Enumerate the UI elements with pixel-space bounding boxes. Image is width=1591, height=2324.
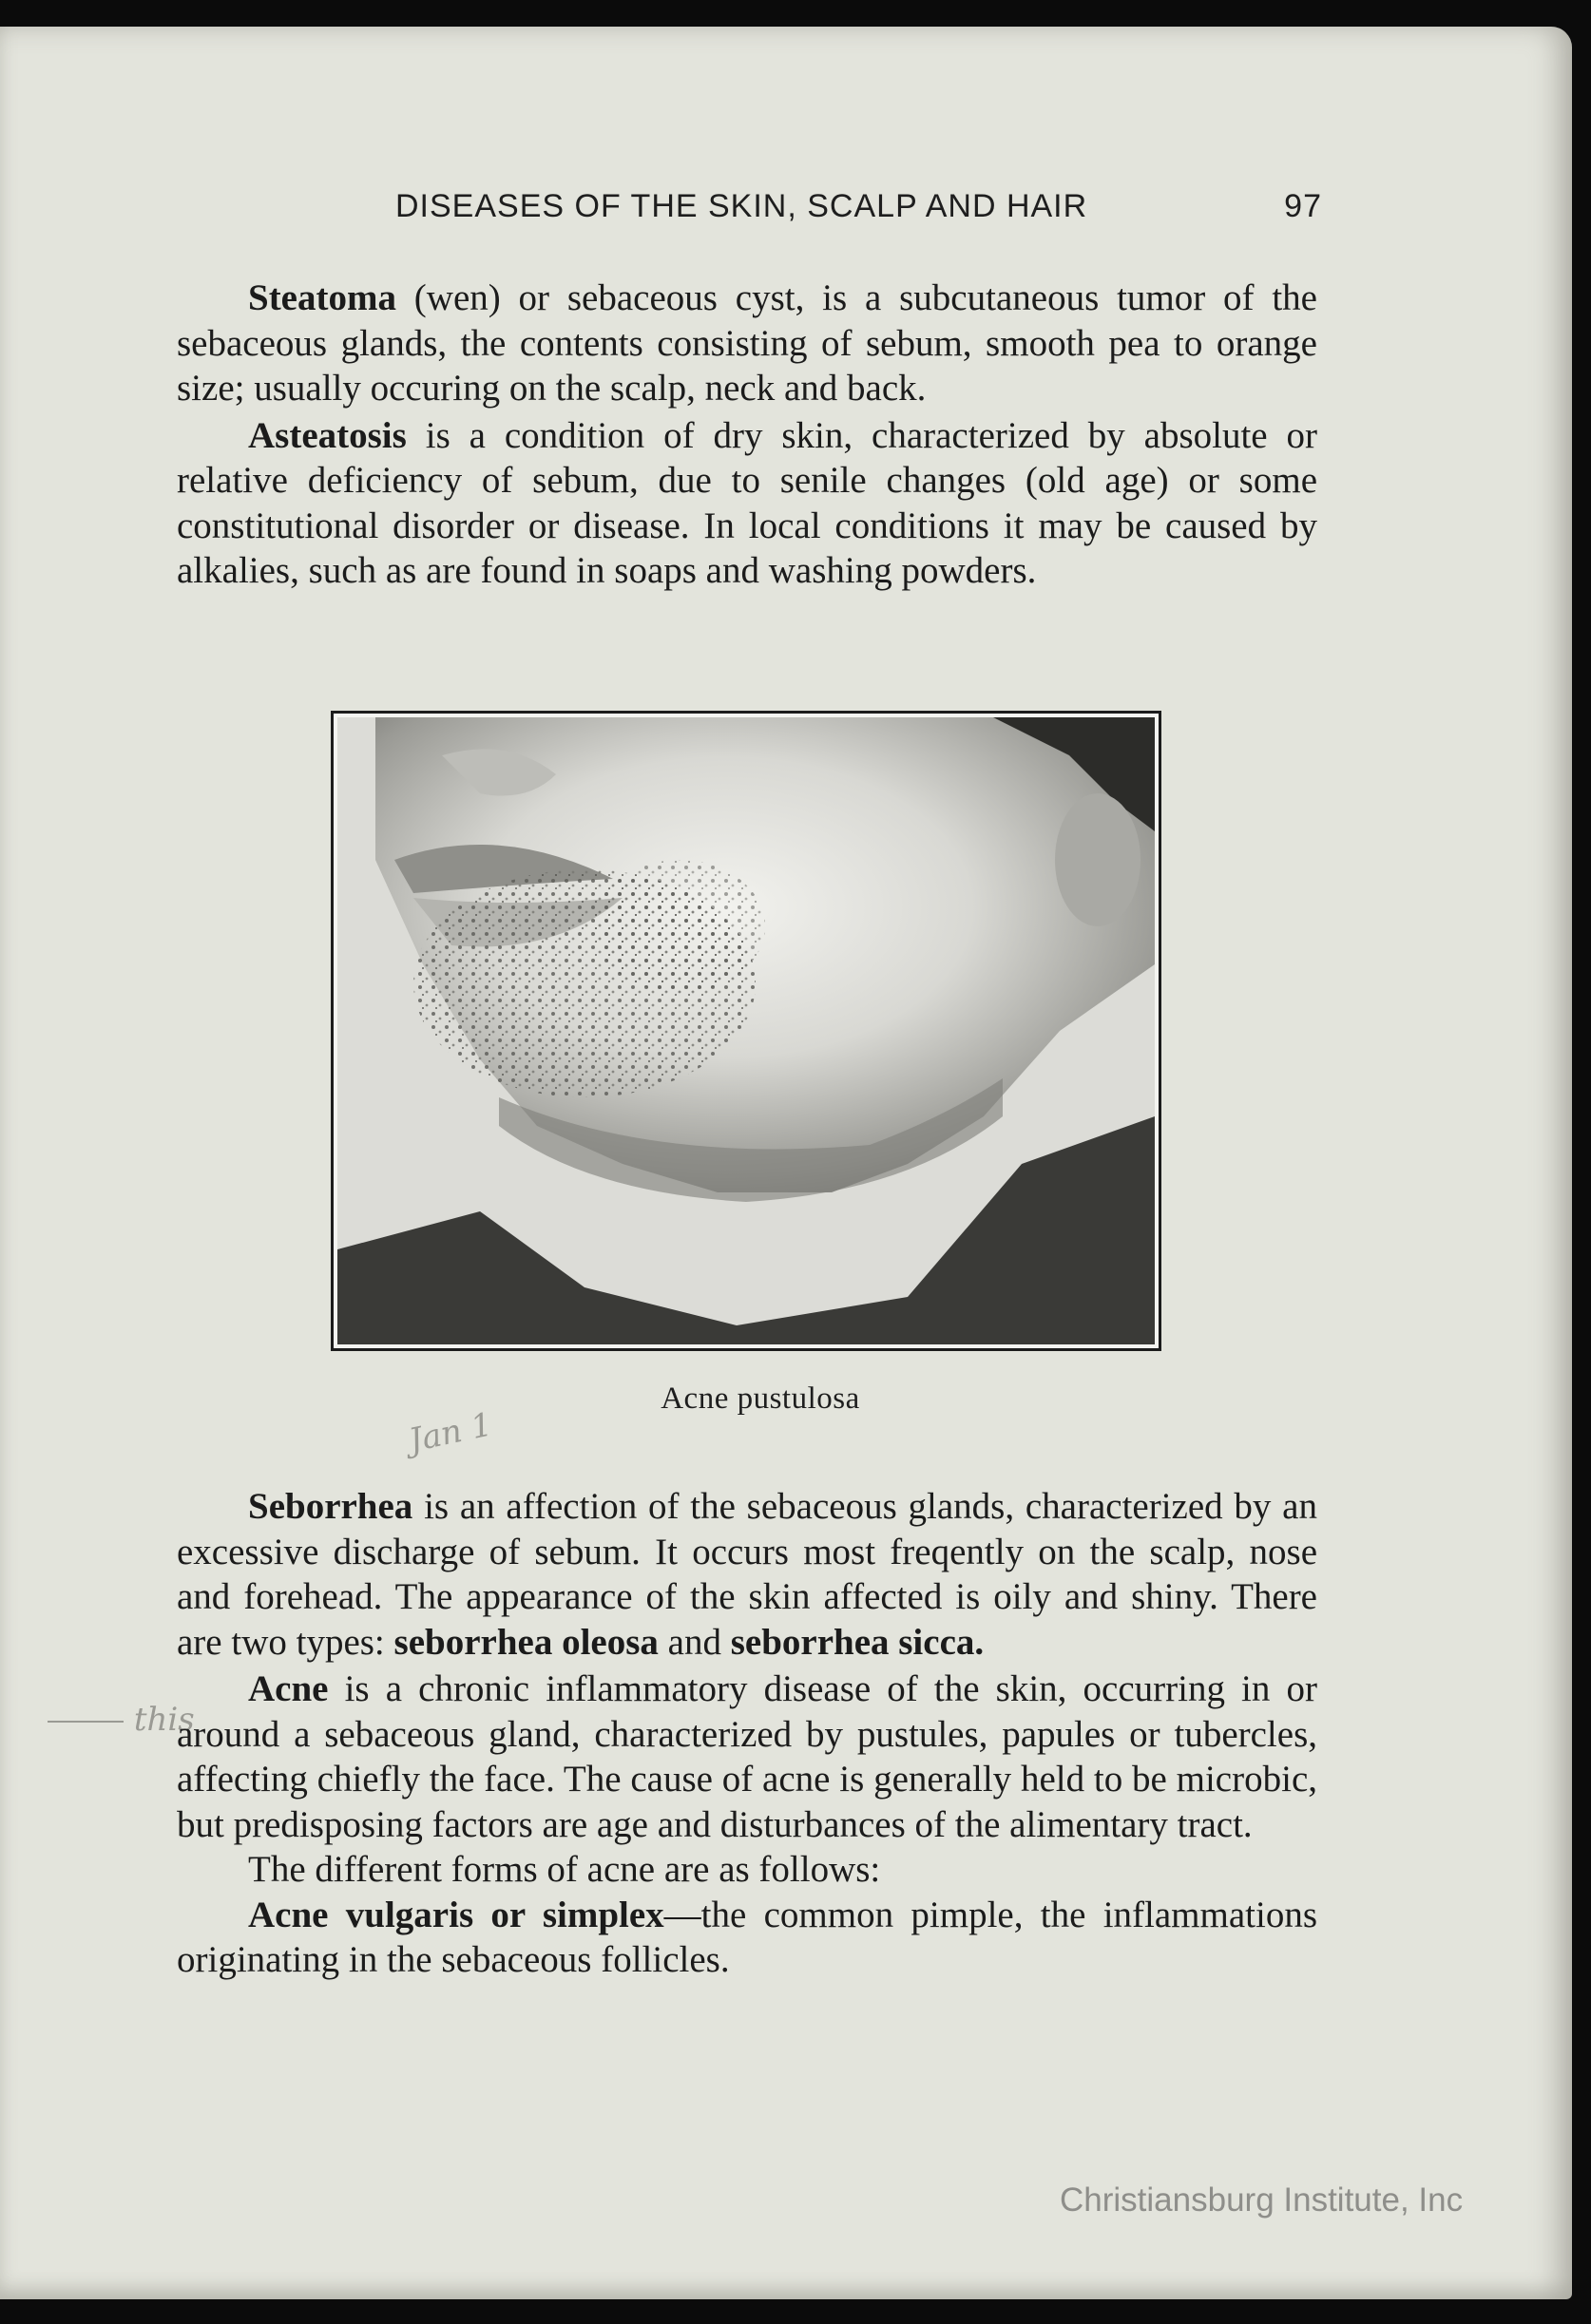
watermark: Christiansburg Institute, Inc [1060,2181,1464,2219]
paragraph-steatoma: Steatoma (wen) or sebaceous cyst, is a subcutaneous tumor of the sebaceous glands, the contents consisting of sebum, smooth pea to orange size; usually occuring on the scalp, neck and back. [177,277,1317,409]
term-asteatosis: Asteatosis [248,414,407,456]
text-block-bottom [177,1484,1317,1983]
page-number: 97 [1284,188,1322,224]
term-steatoma: Steatoma [248,277,396,318]
paragraph-forms-intro: The different forms of acne are as follows: [248,1849,881,1890]
paragraph-seborrhea: Seborrhea is an affection of the sebaceous glands, characterized by an excessive discharge of sebum. It occurs most freqently on the scalp, nose and forehead. The appearance of the skin affected is oily and shiny. There are two types: seborrhea oleosa and seborrhea sicca. [177,1486,1317,1663]
figure-caption: Acne pustulosa [661,1381,860,1416]
pencil-note-1: Jan 1 [405,1405,496,1460]
figure-photo [331,711,1161,1351]
term-seborrhea: Seborrhea [248,1486,413,1527]
acne-photo-image [337,717,1155,1344]
paragraph-asteatosis: Asteatosis is a condition of dry skin, characterized by absolute or relative deficiency of sebum, due to senile changes (old age) or some constitutional disorder or disease. In local conditions it may be caused by alkalies, such as are found in soaps and washing powders. [177,414,1317,591]
running-head [395,188,1322,225]
term-acne-vulgaris: Acne vulgaris or simplex [248,1894,664,1935]
text-block-top [177,276,1317,594]
pencil-dash-icon [48,1719,124,1724]
paragraph-acne: Acne is a chronic inflammatory disease of the skin, occurring in or around a sebaceous gland, characterized by pustules, papules or tubercles, affecting chiefly the face. The cause of acne is generally held to be microbic, but predisposing factors are age and disturbances of the alimentary tract. [177,1668,1317,1845]
term-acne: Acne [248,1668,329,1709]
book-page [0,27,1572,2299]
pencil-note-2: this [48,1701,195,1739]
running-head-title: DISEASES OF THE SKIN, SCALP AND HAIR [395,188,1088,224]
paragraph-acne-vulgaris: Acne vulgaris or simplex—the common pimple, the inflammations originating in the sebaceous follicles. [177,1894,1318,1980]
